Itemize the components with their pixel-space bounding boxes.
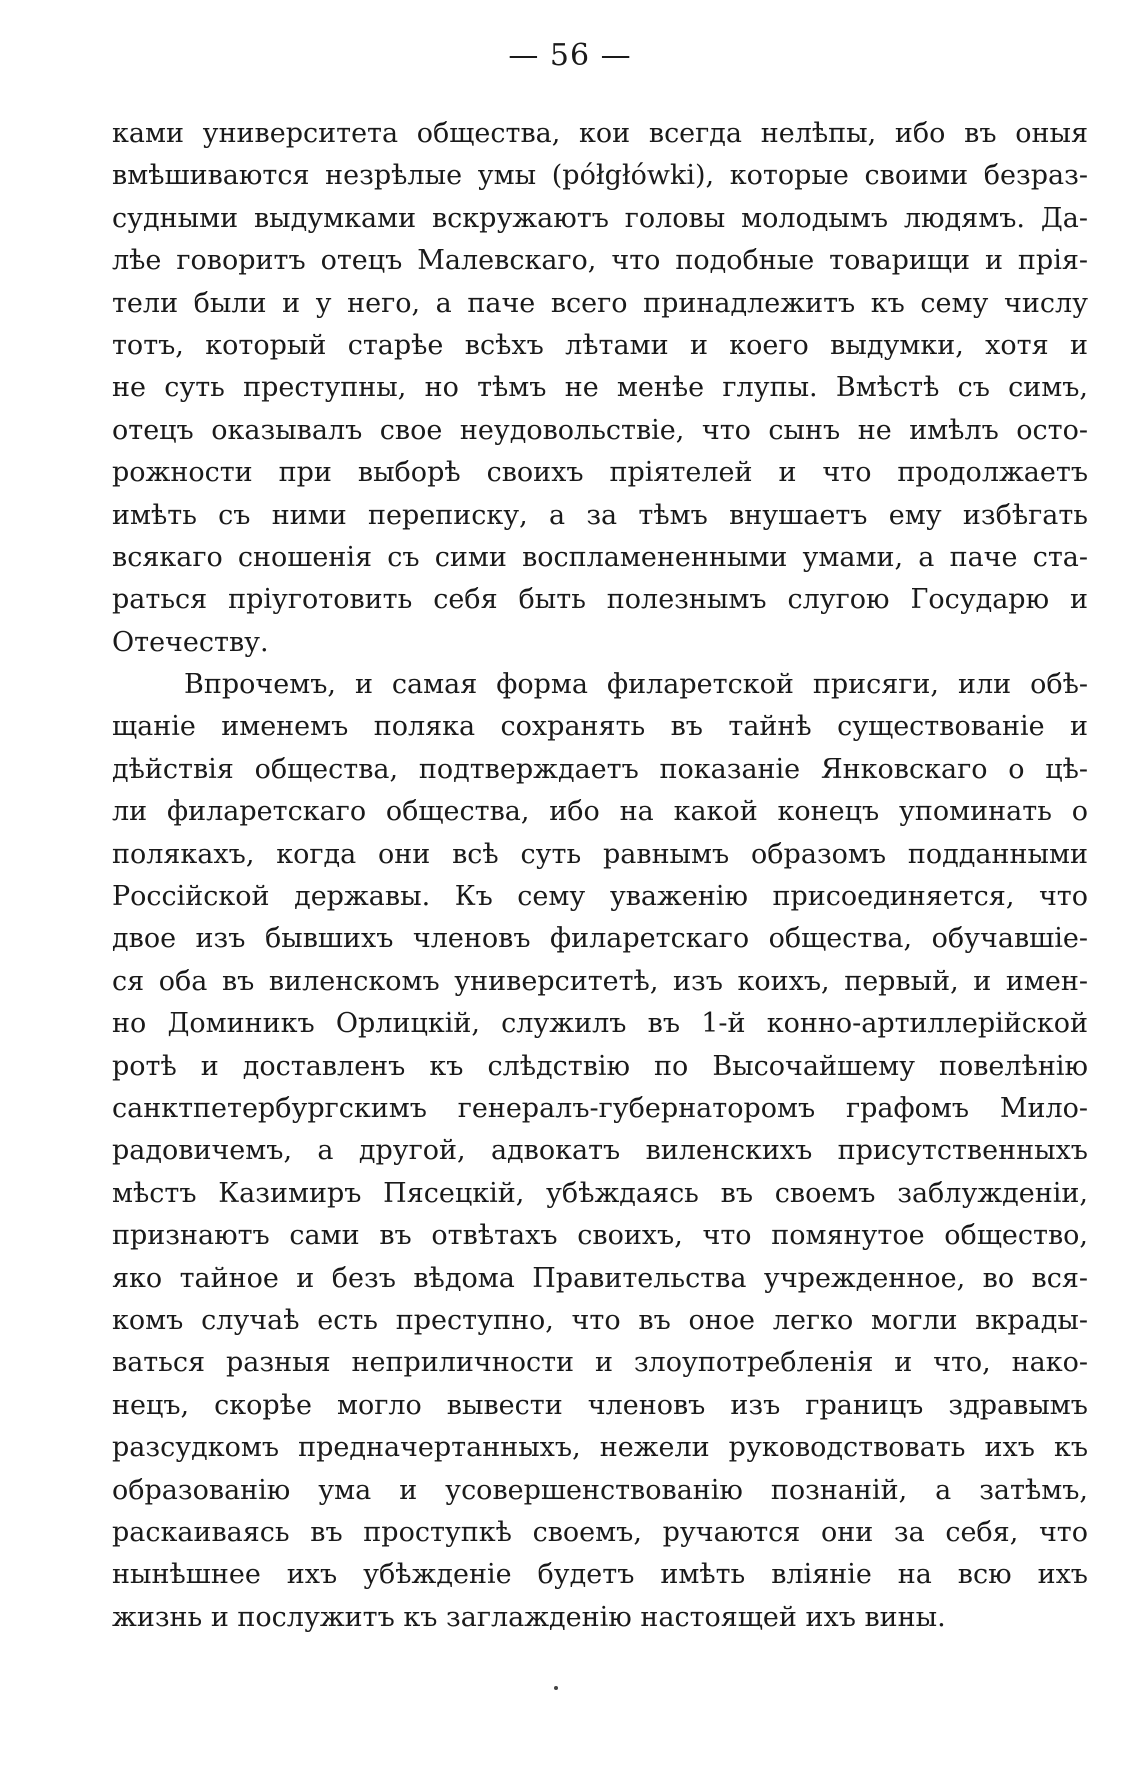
paragraph-2 — [112, 664, 1088, 1639]
text-line: ваться разныя неприличности и злоупотребленія и что, нако- — [112, 1347, 1088, 1379]
text-line: санктпетербургскимъ генералъ-губернаторомъ графомъ Мило- — [112, 1092, 1088, 1124]
text-line: всякаго сношенія съ сими воспламененными умами, а паче ста- — [112, 541, 1088, 573]
text-line: щаніе именемъ поляка сохранять въ тайнѣ существованіе и — [112, 711, 1088, 743]
text-line: отецъ оказывалъ свое неудовольствіе, что сынъ не имѣлъ осто- — [112, 414, 1088, 446]
text-line: ротѣ и доставленъ къ слѣдствію по Высочайшему повелѣнію — [112, 1050, 1088, 1082]
text-line: полякахъ, когда они всѣ суть равнымъ образомъ подданными — [112, 838, 1088, 870]
text-line: рожности при выборѣ своихъ пріятелей и что продолжаетъ — [112, 457, 1088, 489]
text-line: лѣе говоритъ отецъ Малевскаго, что подобные товарищи и прія- — [112, 245, 1088, 277]
text-line: образованію ума и усовершенствованію познаній, а затѣмъ, — [112, 1474, 1088, 1506]
text-line: жизнь и послужитъ къ заглажденію настоящей ихъ вины. — [112, 1601, 946, 1633]
text-line: ками университета общества, кои всегда нелѣпы, ибо въ оныя — [112, 118, 1088, 149]
text-line: ли филаретскаго общества, ибо на какой конецъ упоминать о — [112, 796, 1088, 828]
text-line: судными выдумками вскружаютъ головы молодымъ людямъ. Да- — [112, 202, 1088, 234]
text-line: Россійской державы. Къ сему уваженію присоединяется, что — [112, 881, 1088, 913]
text-line: но Доминикъ Орлицкій, служилъ въ 1-й конно-артиллерійской — [112, 1008, 1088, 1040]
text-line: яко тайное и безъ вѣдома Правительства учрежденное, во вся- — [112, 1262, 1088, 1294]
page-number: — 56 — — [508, 38, 632, 73]
text-line: комъ случаѣ есть преступно, что въ оное легко могли вкрады- — [112, 1304, 1088, 1336]
print-speck — [554, 1686, 558, 1690]
text-line: двое изъ бывшихъ членовъ филаретскаго общества, обучавшіе- — [112, 923, 1088, 955]
text-line: признаютъ сами въ отвѣтахъ своихъ, что помянутое общество, — [112, 1220, 1088, 1252]
paragraph-1 — [112, 113, 1088, 664]
text-line: раться пріуготовить себя быть полезнымъ слугою Государю и — [112, 584, 1088, 616]
text-line: нынѣшнее ихъ убѣжденіе будетъ имѣть вліяніе на всю ихъ — [112, 1559, 1088, 1591]
text-line: тели были и у него, а паче всего принадлежитъ къ сему числу — [112, 287, 1088, 319]
text-line: не суть преступны, но тѣмъ не менѣе глупы. Вмѣстѣ съ симъ, — [112, 372, 1088, 404]
text-line: нецъ, скорѣе могло вывести членовъ изъ границъ здравымъ — [112, 1389, 1088, 1421]
text-line: Отечеству. — [112, 626, 269, 658]
text-line: вмѣшиваются незрѣлые умы (półgłówki), которые своими безраз- — [112, 160, 1088, 192]
text-line: имѣть съ ними переписку, а за тѣмъ внушаетъ ему избѣгать — [112, 499, 1088, 531]
text-line: мѣстъ Казимиръ Пясецкій, убѣждаясь въ своемъ заблужденіи, — [112, 1177, 1088, 1209]
text-line: Впрочемъ, и самая форма филаретской присяги, или обѣ- — [184, 669, 1088, 701]
body-text — [112, 113, 1088, 1639]
text-line: тотъ, который старѣе всѣхъ лѣтами и коего выдумки, хотя и — [112, 329, 1088, 361]
text-line: раскаиваясь въ проступкѣ своемъ, ручаются они за себя, что — [112, 1516, 1088, 1548]
text-line: дѣйствія общества, подтверждаетъ показаніе Янковскаго о цѣ- — [112, 753, 1088, 785]
text-line: разсудкомъ предначертанныхъ, нежели руководствовать ихъ къ — [112, 1432, 1088, 1464]
text-line: ся оба въ виленскомъ университетѣ, изъ коихъ, первый, и имен- — [112, 965, 1088, 997]
text-line: радовичемъ, а другой, адвокатъ виленскихъ присутственныхъ — [112, 1135, 1088, 1167]
